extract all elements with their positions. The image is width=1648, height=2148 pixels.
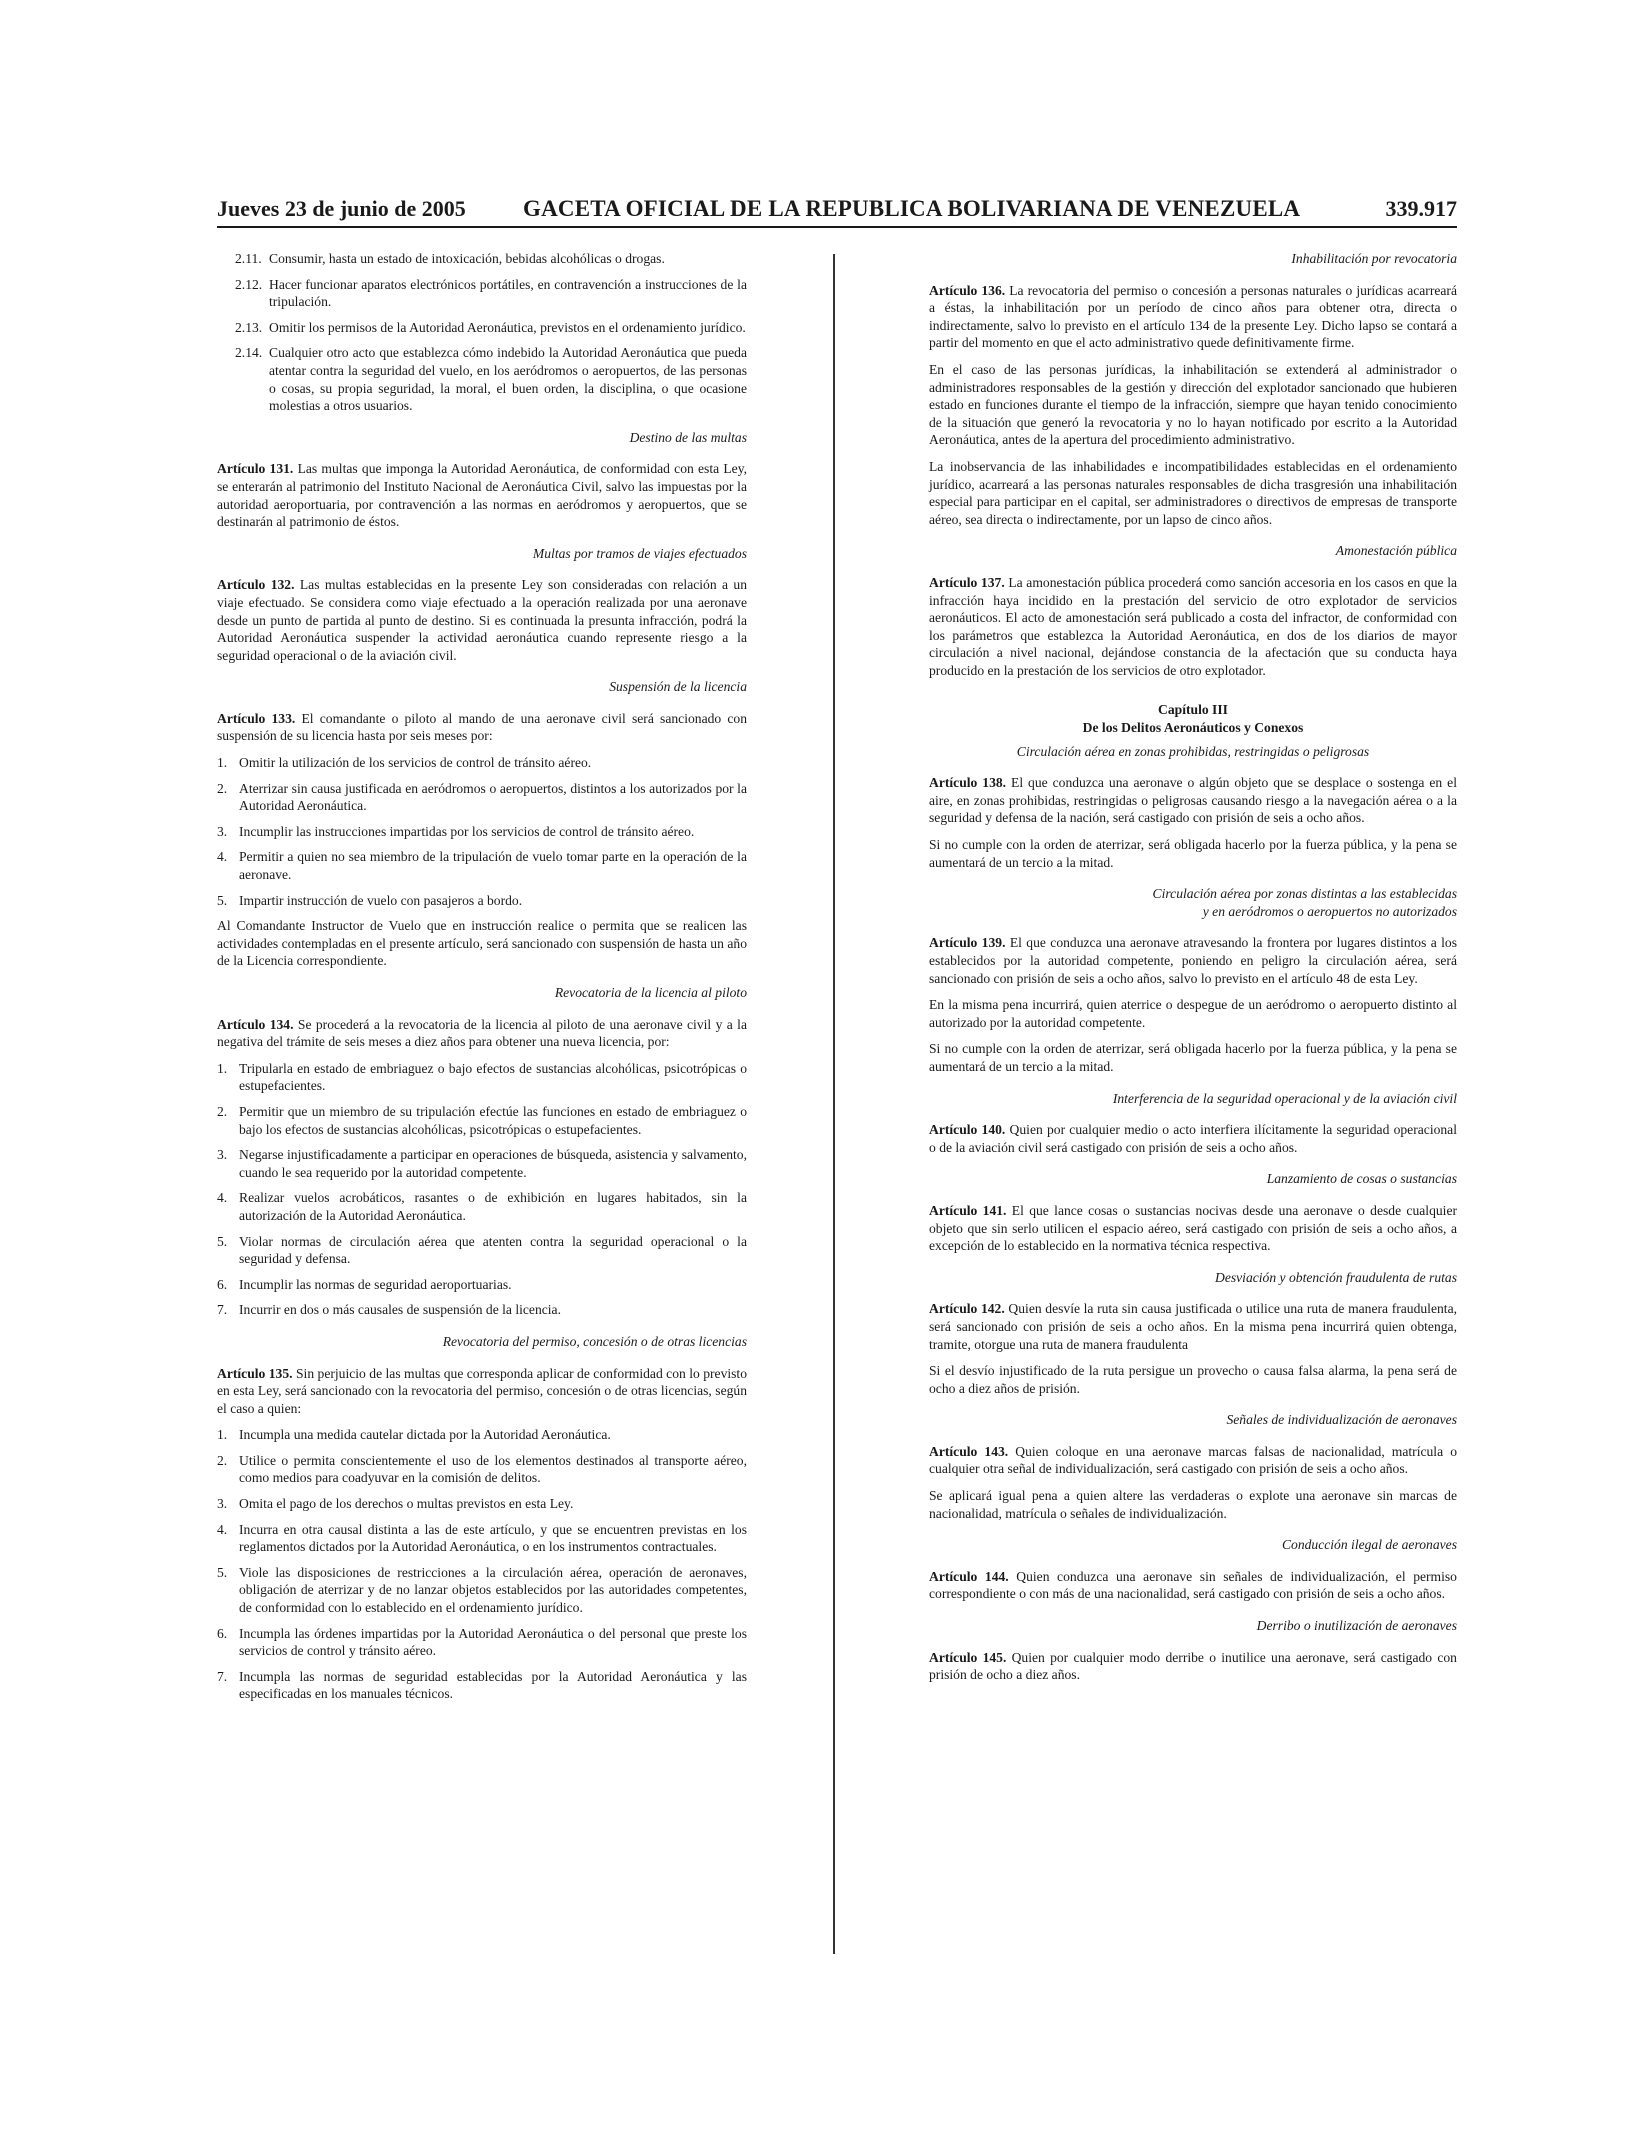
article-132: [217, 576, 747, 664]
section-heading-143: Señales de individualización de aeronaves: [1226, 1412, 1457, 1428]
list-item: [217, 1276, 747, 1294]
article-142-text: Quien desvíe la ruta sin causa justificada o utilice una ruta de manera fraudulenta, será sancionado con prisión de seis a ocho años. En la misma pena incurrirá quien obtenga, tramite, otorgue una ruta de manera fraudulenta: [929, 1301, 1457, 1352]
list-item-text: Consumir, hasta un estado de intoxicación, bebidas alcohólicas o drogas.: [269, 251, 665, 266]
list-item: [217, 1495, 747, 1513]
article-140-text: Quien por cualquier medio o acto interfiera ilícitamente la seguridad operacional o de la aviación civil será castigado con prisión de seis a ocho años.: [929, 1122, 1457, 1155]
list-item: [217, 780, 747, 815]
list-item-text: Omitir los permisos de la Autoridad Aeronáutica, previstos en el ordenamiento jurídico.: [269, 319, 746, 335]
section-heading-132: Multas por tramos de viajes efectuados: [532, 545, 747, 561]
section-heading-136: Inhabilitación por revocatoria: [1291, 251, 1457, 266]
list-item-number: 1.: [217, 1427, 228, 1443]
article-133-label: Artículo 133.: [217, 710, 296, 726]
list-item-text: Incurrir en dos o más causales de suspensión de la licencia.: [239, 1302, 561, 1318]
list-item-text: Incumplir las normas de seguridad aeroportuarias.: [239, 1276, 512, 1292]
list-item: [217, 276, 747, 311]
list-item-number: 7.: [217, 1302, 228, 1318]
section-heading-133: Suspensión de la licencia: [609, 679, 747, 695]
list-item-number: 2.: [217, 1103, 228, 1119]
article-135-label: Artículo 135.: [217, 1365, 293, 1381]
article-138-label: Artículo 138.: [929, 775, 1007, 791]
list-item: [217, 1625, 747, 1660]
list-item-number: 5.: [217, 1233, 228, 1249]
article-139-paragraph-2: En la misma pena incurrirá, quien aterrice o despegue de un aeródromo o aeropuerto distinto al autorizado por la autoridad competente.: [929, 997, 1457, 1030]
article-133-extra: Al Comandante Instructor de Vuelo que en instrucción realice o permita que se realicen las actividades contempladas en el presente artículo, será sancionado con suspensión de hasta un año de la Licencia correspondiente.: [217, 918, 747, 969]
list-item: [217, 1189, 747, 1224]
article-136-text: La revocatoria del permiso o concesión a personas naturales o jurídicas acarreará a éstas, la inhabilitación por un período de cinco años para obtener otra, directa o indirectamente, salvo lo previsto en el artículo 134 de la presente Ley. Dicho lapso se contará a partir del momento en que el acto administrativo quede definitivamente firme.: [929, 282, 1457, 351]
article-136-label: Artículo 136.: [929, 282, 1006, 298]
list-item-text: Tripularla en estado de embriaguez o bajo efectos de sustancias alcohólicas, psicotrópicas o estupefacientes.: [239, 1060, 747, 1094]
list-item-text: Incumpla las normas de seguridad establecidas por la Autoridad Aeronáutica y las especificadas en los manuales técnicos.: [239, 1668, 747, 1702]
list-item: [217, 892, 747, 910]
article-142-paragraph-2: Si el desvío injustificado de la ruta persigue un provecho o causa falsa alarma, la pena será de ocho a diez años de prisión.: [929, 1363, 1457, 1396]
list-item-text: Aterrizar sin causa justificada en aeródromos o aeropuertos, distintos a los autorizados por la Autoridad Aeronáutica.: [239, 780, 747, 814]
article-139-text: El que conduzca una aeronave atravesando la frontera por lugares distintos a los establecidos por la autoridad competente, poniendo en peligro la circulación aérea, será sancionado con prisión de seis a ocho años, salvo lo previsto en el artículo 48 de esta Ley.: [929, 935, 1458, 986]
list-item: [217, 1146, 747, 1181]
list-item-number: 2.13.: [235, 319, 263, 335]
chapter-number: Capítulo III: [1158, 702, 1228, 718]
list-item-text: Incurra en otra causal distinta a las de este artículo, y que se encuentren previstas en los reglamentos dictados por la Autoridad Aeronáutica, o en los instrumentos contractuales.: [239, 1521, 747, 1555]
list-item-number: 2.: [217, 1452, 228, 1468]
list-item-number: 7.: [217, 1668, 228, 1684]
list-item-number: 2.14.: [235, 345, 263, 361]
article-143: [929, 1443, 1457, 1478]
article-133-text: El comandante o piloto al mando de una aeronave civil será sancionado con suspensión de su licencia hasta por seis meses por:: [217, 710, 747, 744]
list-item-number: 5.: [217, 1564, 228, 1580]
section-heading-135: Revocatoria del permiso, concesión o de otras licencias: [442, 1333, 747, 1349]
article-137-text: La amonestación pública procederá como sanción accesoria en los casos en que la infracción haya incidido en la prestación del servicio de otro explotador de servicios aeronáuticos. El acto de amonestación será publicado a costa del infractor, de conformidad con los parámetros que establezca la Autoridad Aeronáutica, en dos de los diarios de mayor circulación a nivel nacional, dejándose constancia de la afectación que su conducta haya producido en la prestación de los servicios de otro explotador.: [929, 574, 1457, 678]
section-heading-144: Conducción ilegal de aeronaves: [1281, 1537, 1457, 1553]
section-heading-139-line-2: y en aeródromos o aeropuertos no autorizados: [1202, 903, 1457, 919]
article-135: [217, 1365, 747, 1418]
article-143-paragraph-2: Se aplicará igual pena a quien altere las verdaderas o explote una aeronave sin marcas de nacionalidad, matrícula o señales de individualización.: [929, 1488, 1457, 1521]
article-131-text: Las multas que imponga la Autoridad Aeronáutica, de conformidad con esta Ley, se enterarán al patrimonio del Instituto Nacional de Aeronáutica Civil, salvo las impuestas por la autoridad aeroportuaria, por contravención a las normas en aeródromos y aeropuertos, que se destinarán al patrimonio de éstos.: [217, 461, 748, 530]
article-138-paragraph-2: Si no cumple con la orden de aterrizar, será obligada hacerlo por la fuerza pública, y la pena se aumentará de un tercio a la mitad.: [929, 837, 1457, 870]
list-item-text: Incumpla las órdenes impartidas por la Autoridad Aeronáutica o del personal que preste los servicios de control y tránsito aéreo.: [239, 1625, 747, 1659]
list-item-text: Incumpla una medida cautelar dictada por la Autoridad Aeronáutica.: [239, 1427, 611, 1443]
section-heading-139-line-1: Circulación aérea por zonas distintas a las establecidas: [1152, 886, 1457, 902]
list-item: [217, 250, 747, 268]
article-133-list: [217, 754, 747, 909]
header-date: Jueves 23 de junio de 2005: [217, 196, 466, 221]
article-141-text: El que lance cosas o sustancias nocivas desde una aeronave o desde cualquier objeto que sin serlo utilicen el espacio aéreo, será castigado con prisión de seis a ocho años, a excepción de lo establecido en la normativa técnica respectiva.: [929, 1202, 1458, 1254]
article-136-paragraph-3: La inobservancia de las inhabilidades e incompatibilidades establecidas en el ordenamiento jurídico, acarreará a las personas naturales responsables de dicha trasgresión una inhabilitación especial para participar en el capital, ser administradores o directivos de empresas de transporte aéreo, sea directa o indirectamente, por un lapso de cinco años.: [929, 458, 1457, 527]
article-145: [929, 1649, 1457, 1684]
article-133: [217, 710, 747, 745]
list-item-text: Viole las disposiciones de restricciones a la circulación aérea, operación de aeronaves, obligación de aterrizar y de no lanzar objetos establecidos por las autoridades competentes, de conformidad con lo establecido en el ordenamiento jurídico.: [239, 1564, 747, 1616]
right-column: [929, 250, 1457, 1693]
article-144-label: Artículo 144.: [929, 1568, 1009, 1584]
article-145-text: Quien por cualquier modo derribe o inutilice una aeronave, será castigado con prisión de ocho a diez años.: [929, 1649, 1457, 1683]
article-134-text: Se procederá a la revocatoria de la licencia al piloto de una aeronave civil y a la negativa del trámite de seis meses a diez años para obtener una nueva licencia, por:: [217, 1016, 747, 1050]
section-heading-142: Desviación y obtención fraudulenta de rutas: [1215, 1269, 1457, 1285]
section-heading-137: Amonestación pública: [1335, 543, 1457, 559]
list-item-text: Permitir a quien no sea miembro de la tripulación de vuelo tomar parte en la operación de la aeronave.: [239, 849, 747, 883]
article-137-label: Artículo 137.: [929, 574, 1005, 590]
list-item-number: 4.: [217, 1521, 228, 1537]
list-item-number: 3.: [217, 1496, 228, 1512]
article-137: [929, 574, 1457, 680]
section-heading-131: Destino de las multas: [629, 429, 747, 445]
article-131: [217, 460, 747, 530]
section-heading-138: Circulación aérea en zonas prohibidas, restringidas o peligrosas: [1016, 743, 1370, 759]
chapter-heading: [929, 701, 1457, 736]
article-143-text: Quien coloque en una aeronave marcas falsas de nacionalidad, matrícula o cualquier otra señal de individualización, será castigado con prisión de seis a ocho años.: [929, 1443, 1457, 1477]
list-item-number: 4.: [217, 1190, 228, 1206]
list-item-number: 2.12.: [235, 276, 263, 292]
page-header: [217, 190, 1457, 228]
list-item: [217, 1668, 747, 1703]
header-title: GACETA OFICIAL DE LA REPUBLICA BOLIVARIANA DE VENEZUELA: [523, 196, 1301, 221]
list-item: [217, 1103, 747, 1138]
article-139: [929, 934, 1457, 987]
article-142-label: Artículo 142.: [929, 1301, 1005, 1317]
items-top-list: [217, 250, 747, 415]
list-item-number: 2.: [217, 780, 228, 796]
list-item: [217, 1426, 747, 1444]
list-item: [217, 754, 747, 772]
list-item-number: 1.: [217, 1060, 228, 1076]
list-item-number: 5.: [217, 892, 228, 908]
article-141: [929, 1202, 1457, 1255]
list-item: [217, 1564, 747, 1617]
article-131-label: Artículo 131.: [217, 461, 294, 477]
article-136: [929, 282, 1457, 352]
article-135-text: Sin perjuicio de las multas que corresponda aplicar de conformidad con lo previsto en esta Ley, será sancionado con la revocatoria del permiso, concesión o de otras licencias, según el caso a quien:: [217, 1365, 748, 1416]
list-item-text: Utilice o permita conscientemente el uso de los elementos destinados al transporte aéreo, como medios para coadyuvar en la comisión de delitos.: [239, 1452, 747, 1486]
article-138-text: El que conduzca una aeronave o algún objeto que se desplace o sostenga en el aire, en zonas prohibidas, restringidas o peligrosas causando riesgo a la navegación aérea o a la seguridad y defensa de la nación, será castigado con prisión de seis a ocho años.: [929, 775, 1457, 826]
list-item-text: Omitir la utilización de los servicios de control de tránsito aéreo.: [239, 755, 592, 771]
list-item-number: 2.11.: [235, 251, 262, 266]
header-page-number: 339.917: [1385, 196, 1457, 221]
article-144: [929, 1568, 1457, 1603]
chapter-title: De los Delitos Aeronáuticos y Conexos: [1082, 720, 1304, 736]
article-141-label: Artículo 141.: [929, 1202, 1007, 1218]
article-134: [217, 1016, 747, 1051]
list-item: [217, 1060, 747, 1095]
section-heading-141: Lanzamiento de cosas o sustancias: [1266, 1171, 1457, 1187]
list-item: [217, 344, 747, 414]
list-item-text: Permitir que un miembro de su tripulación efectúe las funciones en estado de embriaguez o bajo los efectos de sustancias alcohólicas, psicotrópicas o estupefacientes.: [239, 1103, 747, 1137]
list-item: [217, 848, 747, 883]
list-item-number: 6.: [217, 1625, 228, 1641]
list-item-number: 3.: [217, 823, 228, 839]
list-item-text: Incumplir las instrucciones impartidas por los servicios de control de tránsito aéreo.: [239, 823, 695, 839]
article-140-label: Artículo 140.: [929, 1122, 1006, 1138]
article-132-text: Las multas establecidas en la presente Ley son consideradas con relación a un viaje efectuado. Se considera como viaje efectuado a la operación realizada por una aeronave desde un punto de partida al punto de destino. Si es continuada la presunta infracción, podrá la Autoridad Aeronáutica suspender la actividad aeronáutica cuando represente riesgo a la seguridad operacional o de la aviación civil.: [217, 577, 747, 663]
list-item-text: Omita el pago de los derechos o multas previstos en esta Ley.: [239, 1496, 574, 1512]
list-item-number: 1.: [217, 755, 228, 771]
section-heading-145: Derribo o inutilización de aeronaves: [1256, 1618, 1457, 1634]
list-item: [217, 1301, 747, 1319]
list-item-text: Violar normas de circulación aérea que atenten contra la seguridad operacional o la seguridad y defensa.: [239, 1233, 747, 1267]
list-item: [217, 319, 747, 337]
article-134-label: Artículo 134.: [217, 1016, 294, 1032]
article-138: [929, 774, 1457, 827]
section-heading-140: Interferencia de la seguridad operacional y de la aviación civil: [1112, 1090, 1457, 1106]
list-item-text: Hacer funcionar aparatos electrónicos portátiles, en contravención a instrucciones de la tripulación.: [269, 276, 747, 310]
column-divider: [833, 254, 835, 1954]
list-item-text: Realizar vuelos acrobáticos, rasantes o de exhibición en lugares habitados, sin la autorización de la Autoridad Aeronáutica.: [239, 1190, 747, 1223]
article-136-paragraph-2: En el caso de las personas jurídicas, la inhabilitación se extenderá al administrador o administradores responsables de la gestión y dirección del explotador sancionado que hubieren estado en funciones durante el tiempo de la infracción, siempre que hayan tenido conocimiento de la situación que generó la revocatoria y no lo hayan notificado por escrito a la Autoridad Aeronáutica, antes de la apertura del procedimiento administrativo.: [929, 361, 1457, 448]
list-item-text: Impartir instrucción de vuelo con pasajeros a bordo.: [239, 892, 523, 908]
article-144-text: Quien conduzca una aeronave sin señales de individualización, el permiso correspondiente o con más de una nacionalidad, será castigado con prisión de seis a ocho años.: [929, 1568, 1457, 1602]
article-132-label: Artículo 132.: [217, 577, 295, 593]
list-item: [217, 1233, 747, 1268]
article-134-list: [217, 1060, 747, 1319]
article-143-label: Artículo 143.: [929, 1443, 1009, 1459]
article-139-label: Artículo 139.: [929, 935, 1006, 951]
list-item: [217, 1521, 747, 1556]
article-142: [929, 1300, 1457, 1353]
list-item-number: 3.: [217, 1147, 228, 1163]
list-item-text: Cualquier otro acto que establezca cómo indebido la Autoridad Aeronáutica que pueda atentar contra la seguridad del vuelo, en los aeródromos o aeropuertos, de las personas o cosas, su propia seguridad, la moral, el buen orden, la disciplina, o que ocasione molestias a otros usuarios.: [269, 345, 747, 414]
section-heading-134: Revocatoria de la licencia al piloto: [554, 985, 747, 1000]
list-item-number: 6.: [217, 1276, 228, 1292]
article-135-list: [217, 1426, 747, 1703]
article-145-label: Artículo 145.: [929, 1649, 1007, 1665]
list-item: [217, 823, 747, 841]
list-item-text: Negarse injustificadamente a participar en operaciones de búsqueda, asistencia y salvamento, cuando le sea requerido por la autoridad competente.: [239, 1147, 747, 1180]
section-heading-139: [929, 885, 1457, 920]
list-item: [217, 1452, 747, 1487]
list-item-number: 4.: [217, 849, 228, 865]
article-139-paragraph-3: Si no cumple con la orden de aterrizar, será obligada hacerlo por la fuerza pública, y la pena se aumentará de un tercio a la mitad.: [929, 1041, 1457, 1074]
left-column: [217, 250, 747, 1711]
article-140: [929, 1121, 1457, 1156]
